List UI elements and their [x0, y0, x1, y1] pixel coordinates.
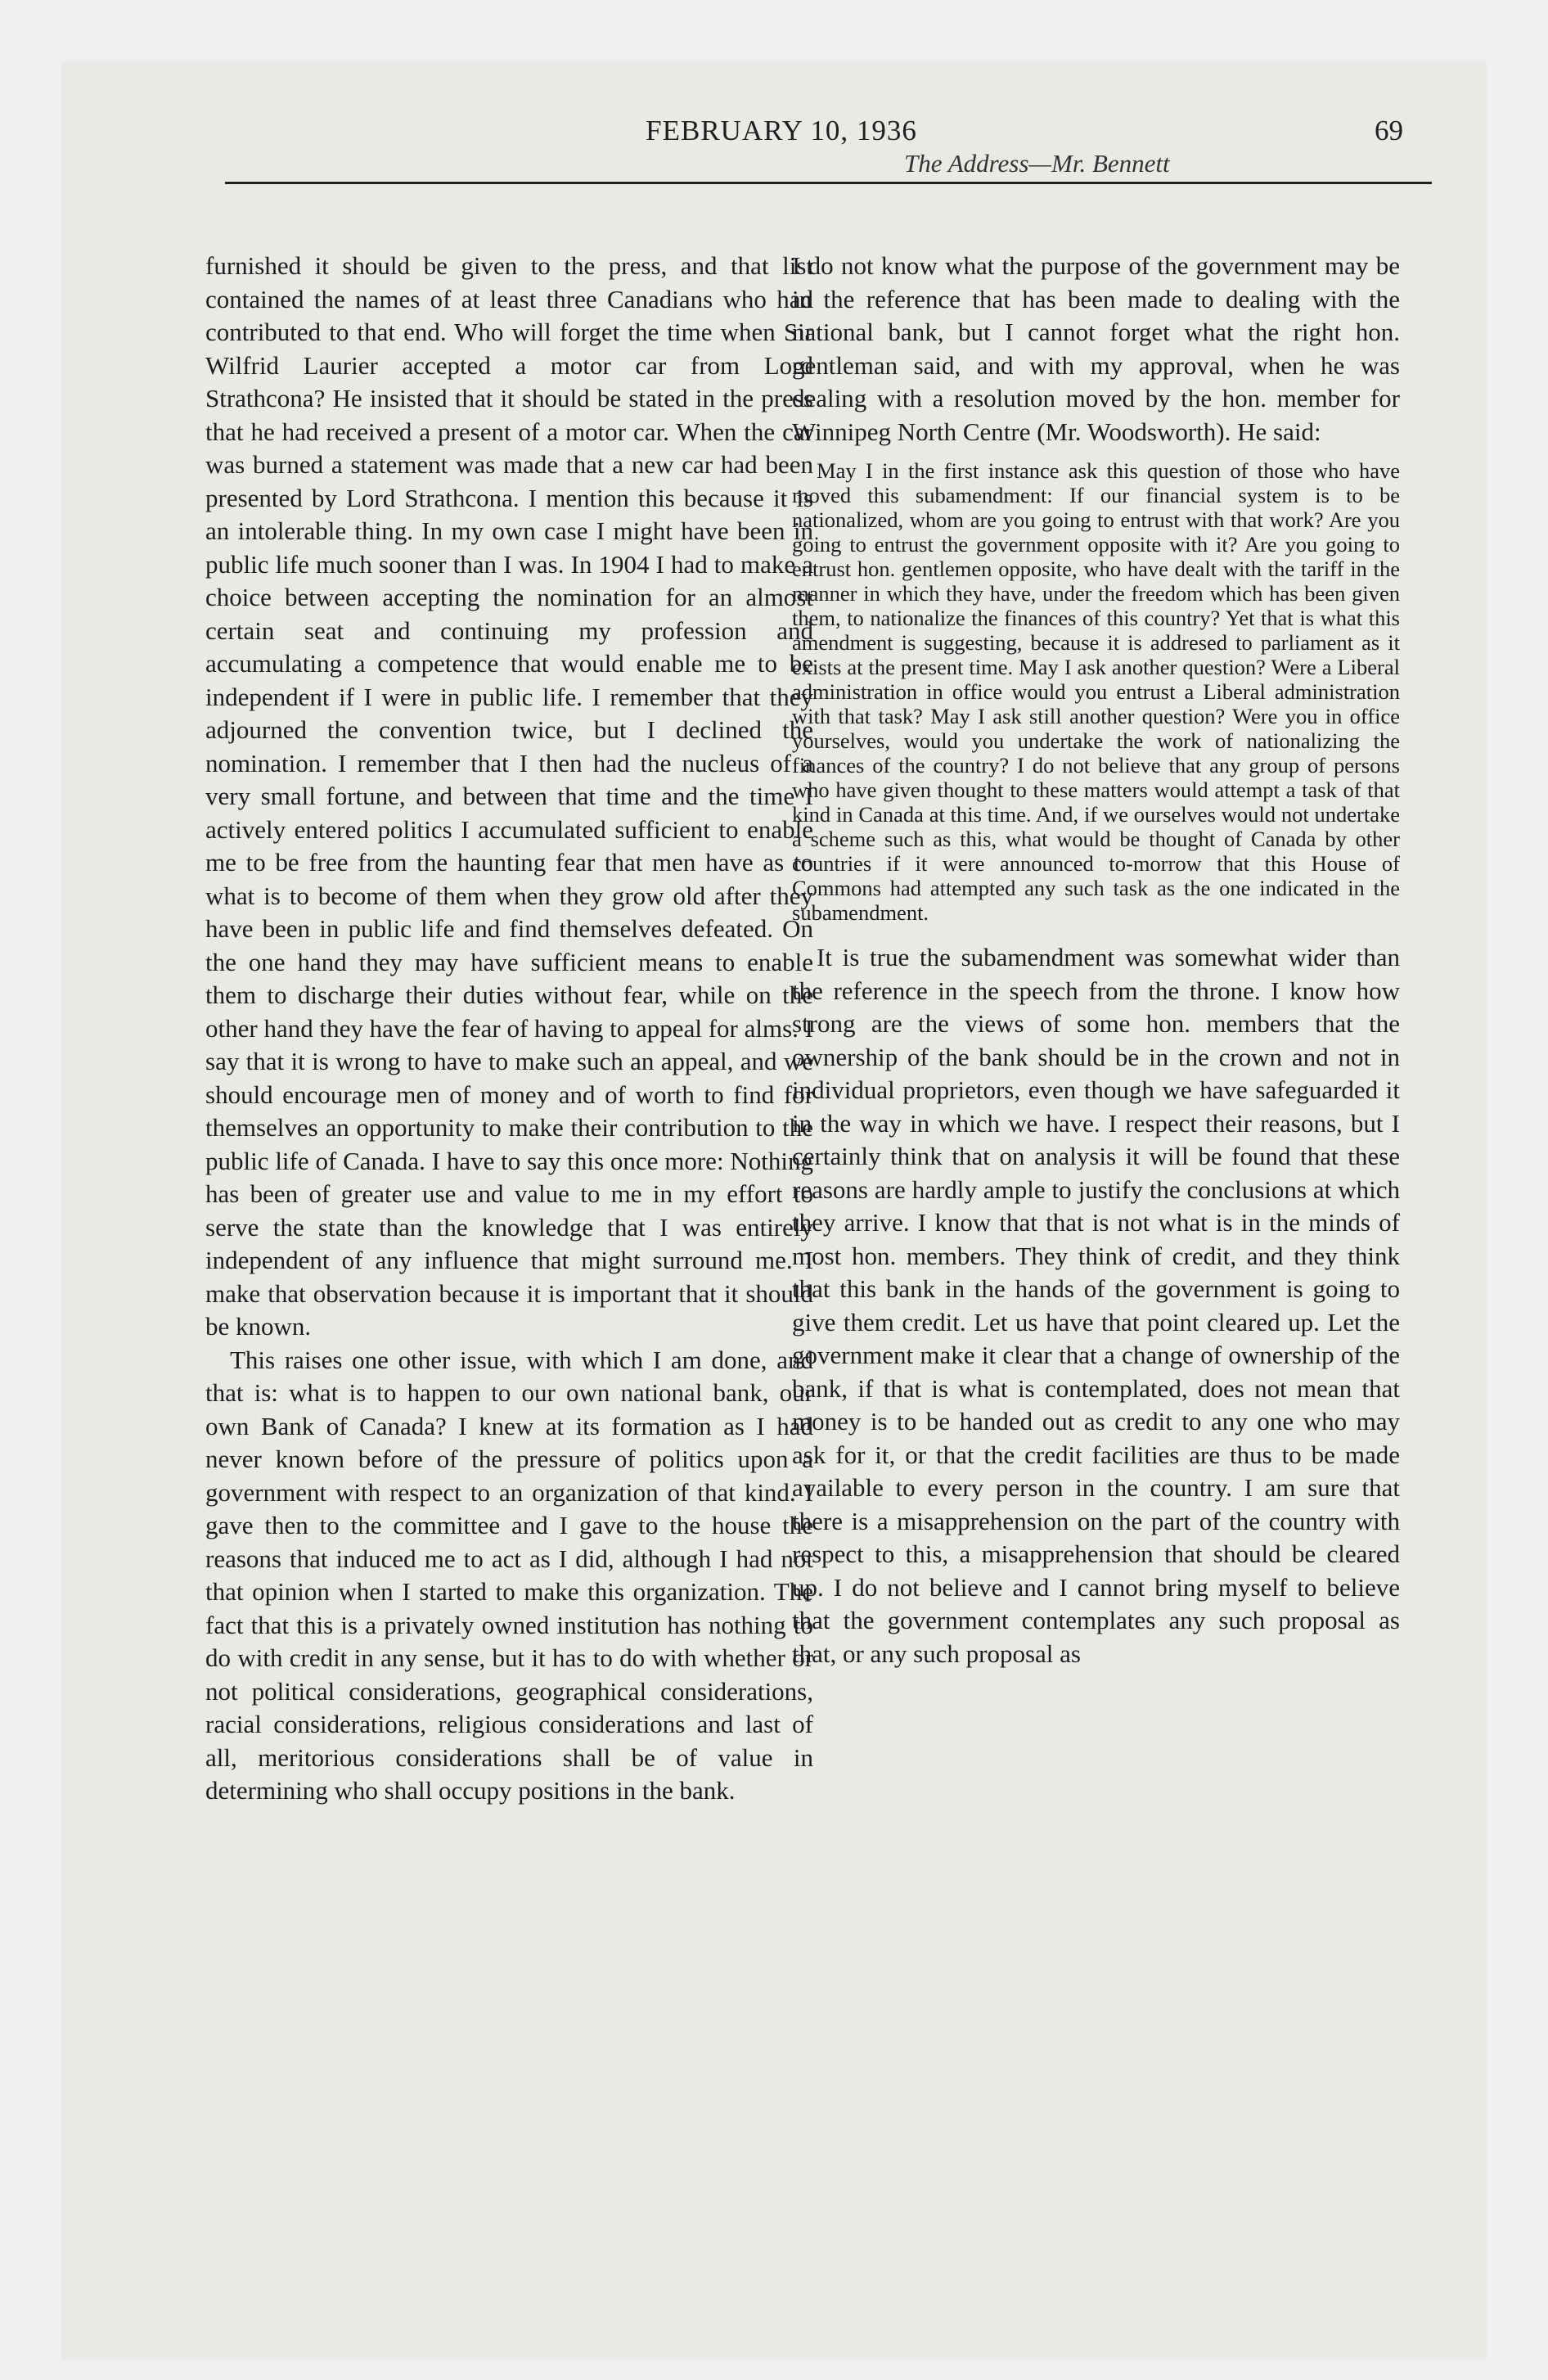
right-column [792, 250, 1400, 1670]
header-rule [225, 182, 1432, 184]
header-subtitle: The Address—Mr. Bennett [904, 149, 1170, 178]
right-paragraph-1: I do not know what the purpose of the government may be in the reference that has been made to dealing with the national bank, but I cannot forget what the right hon. gentleman said, and with my approval, when he was dealing with a resolution moved by the hon. member for Winnipeg North Centre (Mr. Woodsworth). He said: [792, 251, 1400, 446]
page-header [61, 61, 1487, 233]
left-paragraph-1: furnished it should be given to the press, and that list contained the names of at least three Canadians who had contributed to that end. Who will forget the time when Sir Wilfrid Laurier accepted a motor car from Lord Strathcona? He insisted that it should be stated in the press that he had received a present of a motor car. When the car was burned a statement was made that a new car had been presented by Lord Strathcona. I mention this because it is an intolerable thing. In my own case I might have been in public life much sooner than I was. In 1904 I had to make a choice between accepting the nomination for an almost certain seat and continuing my profession and accumulating a competence that would enable me to be independent if I were in public life. I remember that they adjourned the convention twice, but I declined the nomination. I remember that I then had the nucleus of a very small fortune, and between that time and the time I actively entered politics I accumulated sufficient to enable me to be free from the haunting fear that men have as to what is to become of them when they grow old after they have been in public life and find themselves defeated. On the one hand they may have sufficient means to enable them to discharge their duties without fear, while on the other hand they have the fear of having to appeal for alms. I say that it is wrong to have to make such an appeal, and we should encourage men of money and of worth to find for themselves an opportunity to make their contribution to the public life of Canada. I have to say this once more: Nothing has been of greater use and value to me in my effort to serve the state than the knowledge that I was entirely independent of any influence that might surround me. I make that observation because it is important that it should be known. [205, 251, 813, 1341]
left-paragraph-2: This raises one other issue, with which I am done, and that is: what is to happen to our own national bank, our own Bank of Canada? I knew at its formation as I had never known before of the pressure of politics upon a government with respect to an organization of that kind. I gave then to the committee and I gave to the house the reasons that induced me to act as I did, although I had not that opinion when I started to make this organization. The fact that this is a privately owned institution has nothing to do with credit in any sense, but it has to do with whether or not political considerations, geographical considerations, racial considerations, religious considerations and last of all, meritorious considerations shall be of value in determining who shall occupy positions in the bank. [205, 1345, 813, 1805]
block-quote: May I in the first instance ask this question of those who have moved this subamendment: If our financial system is to be nationalized, whom are you going to entrust with that work? Are you going to entrust the government opposite with it? Are you going to entrust hon. gentlemen opposite, who have dealt with the tariff in the manner in which they have, under the freedom which has been given them, to nationalize the finances of this country? Yet that is what this amendment is suggesting, because it is addresed to parliament as it exists at the present time. May I ask another question? Were a Liberal administration in office would you entrust a Liberal administration with that task? May I ask still another question? Were you in office yourselves, would you undertake the work of nationalizing the finances of the country? I do not believe that any group of persons who have given thought to these matters would attempt a task of that kind in Canada at this time. And, if we ourselves would not undertake a scheme such as this, what would be thought of Canada by other countries if it were announced to-morrow that this House of Commons had attempted any such task as the one indicated in the subamendment. [792, 458, 1400, 925]
right-paragraph-2: It is true the subamendment was somewhat wider than the reference in the speech from the throne. I know how strong are the views of some hon. members that the ownership of the bank should be in the crown and not in individual proprietors, even though we have safeguarded it in the way in which we have. I respect their reasons, but I certainly think that on analysis it will be found that these reasons are hardly ample to justify the conclusions at which they arrive. I know that that is not what is in the minds of most hon. members. They think of credit, and they think that this bank in the hands of the government is going to give them credit. Let us have that point cleared up. Let the government make it clear that a change of ownership of the bank, if that is what is contemplated, does not mean that money is to be handed out as credit to any one who may ask for it, or that the credit facilities are thus to be made available to every person in the country. I am sure that there is a misapprehension on the part of the country with respect to this, a misapprehension that should be cleared up. I do not believe and I cannot bring myself to believe that the government contemplates any such proposal as that, or any such proposal as [792, 943, 1400, 1668]
page-number: 69 [1375, 115, 1403, 146]
left-column [205, 250, 813, 1808]
document-page [61, 61, 1487, 2360]
header-date: FEBRUARY 10, 1936 [646, 115, 917, 146]
